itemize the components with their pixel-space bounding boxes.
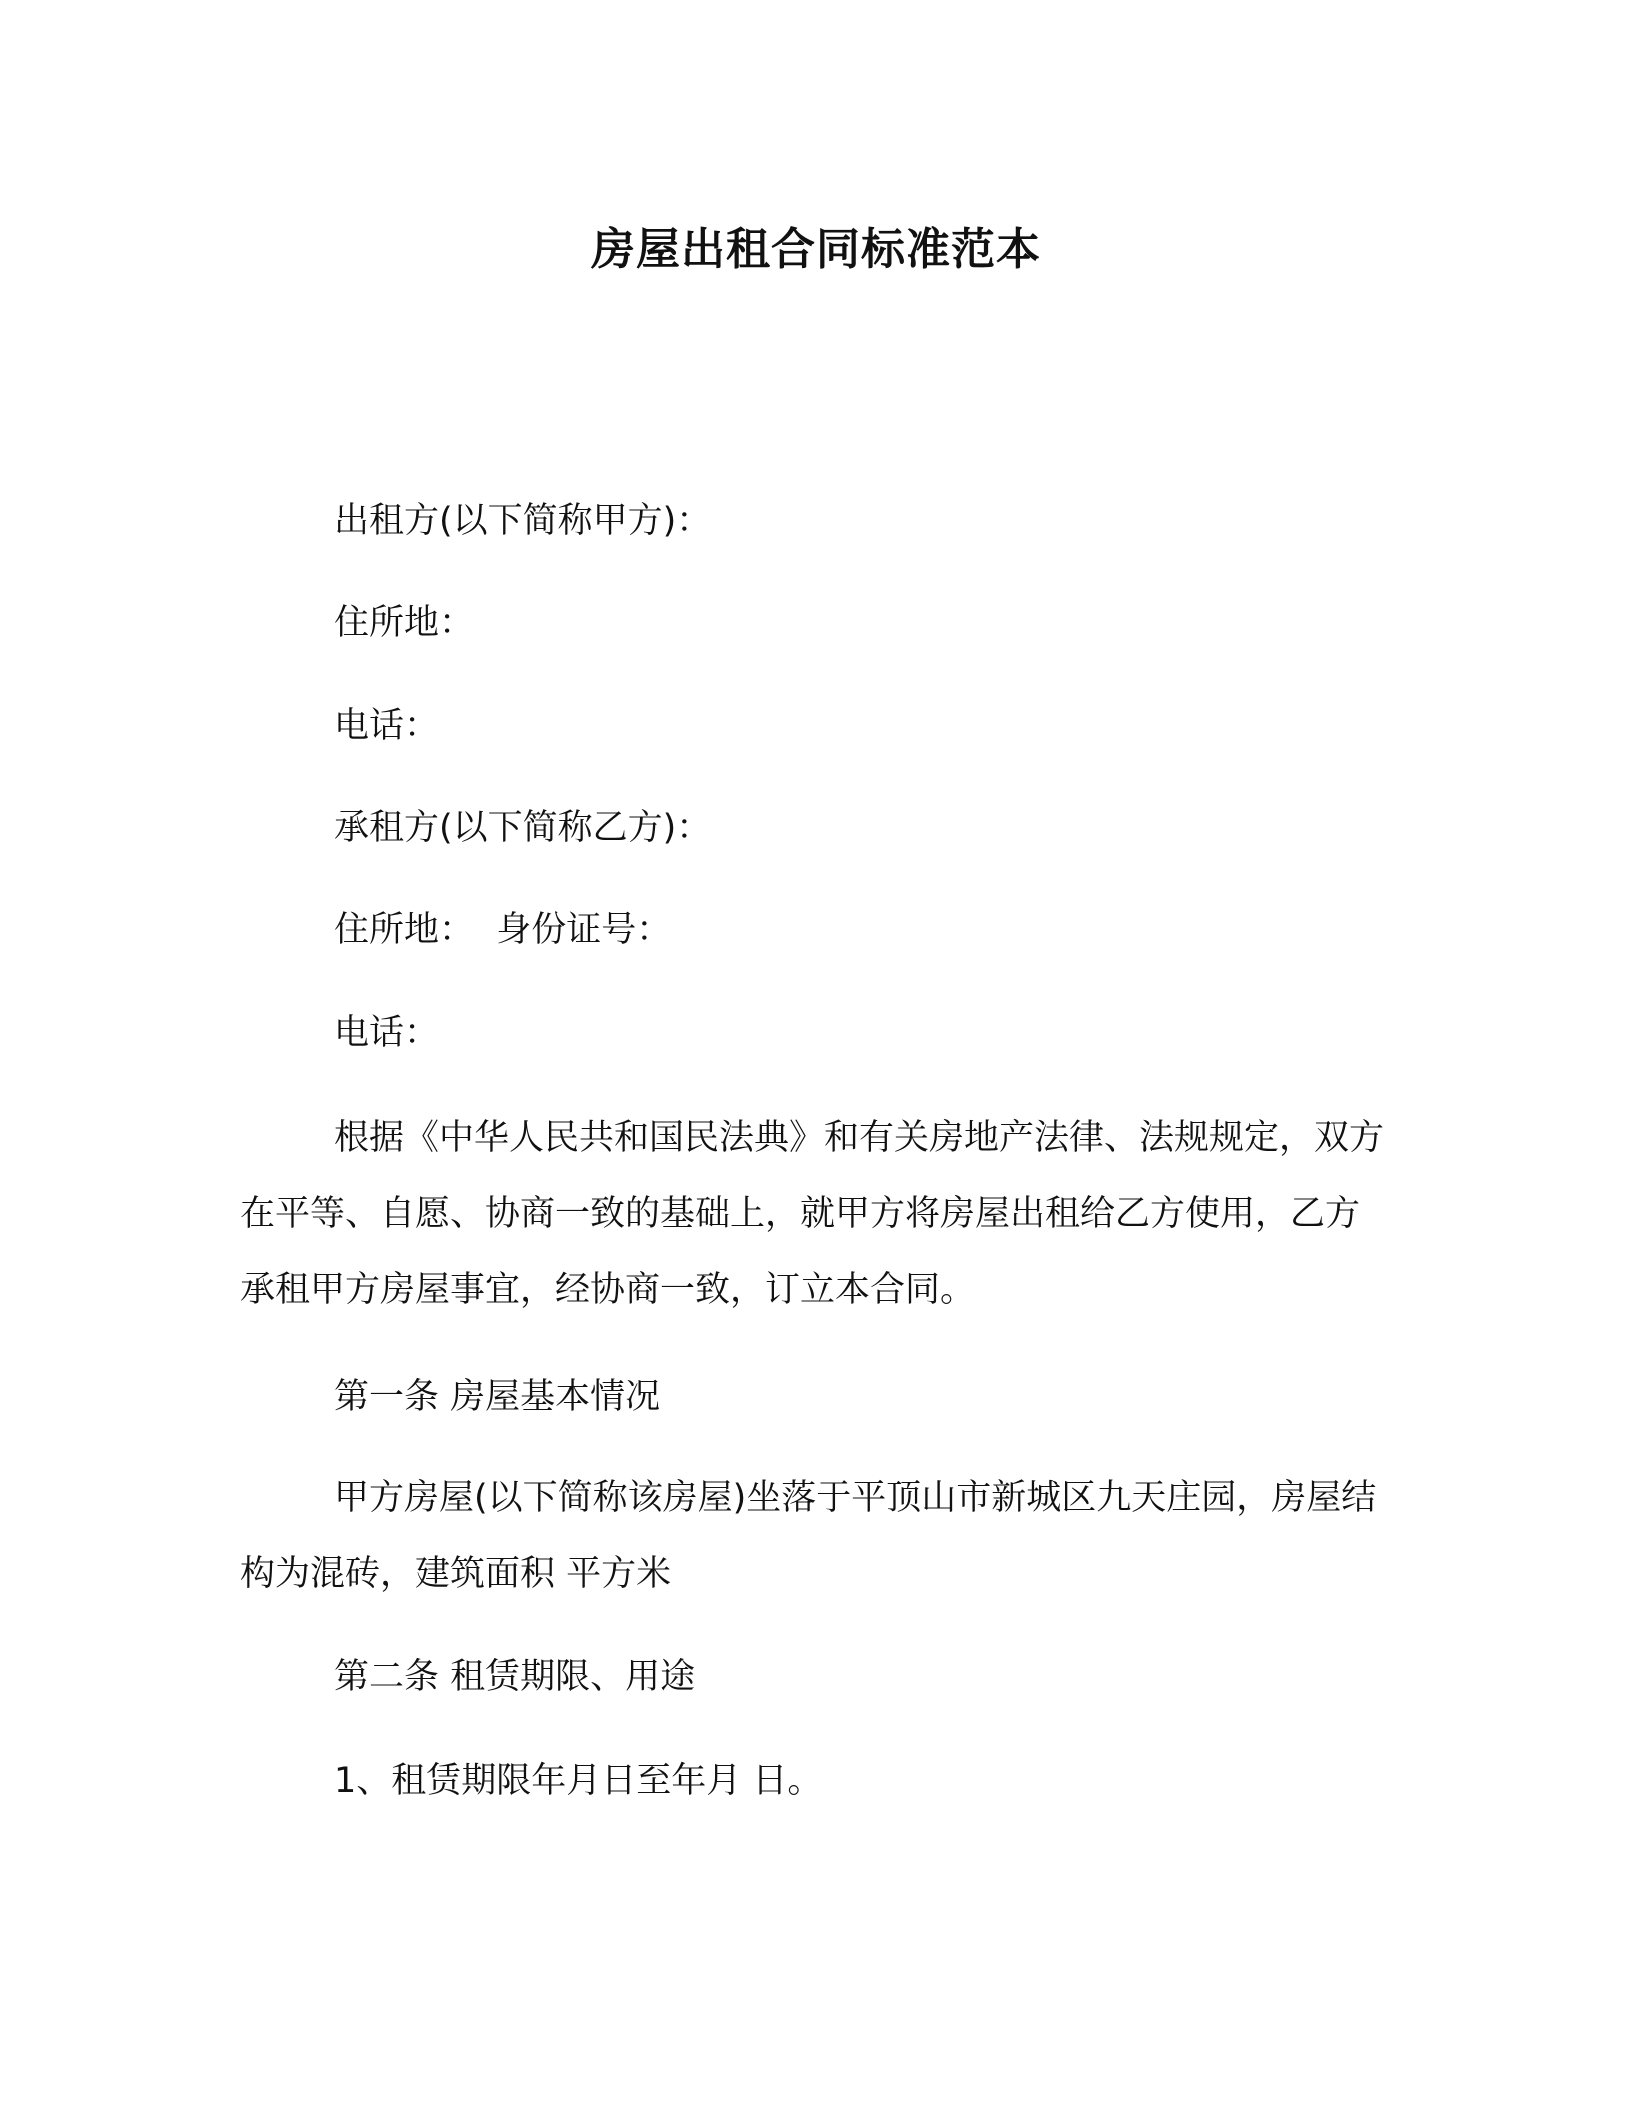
lessor-phone: 电话：: [334, 706, 440, 746]
article1-heading: 第一条 房屋基本情况: [334, 1377, 661, 1417]
lessor-line: 出租方(以下简称甲方)：: [334, 501, 712, 541]
lessee-phone: 电话：: [334, 1013, 440, 1053]
document-title: 房屋出租合同标准范本: [591, 224, 1041, 275]
lessee-line: 承租方(以下简称乙方)：: [334, 808, 712, 848]
article1-body: 甲方房屋(以下简称该房屋)坐落于平顶山市新城区九天庄园，房屋结构为混砖，建筑面积 平方米: [240, 1478, 1377, 1594]
lessor-address: 住所地：: [334, 603, 475, 643]
lessee-address-id: 住所地： 身份证号：: [334, 910, 672, 950]
article2-heading: 第二条 租赁期限、用途: [334, 1657, 696, 1697]
preamble-paragraph: 根据《中华人民共和国民法典》和有关房地产法律、法规规定，双方在平等、自愿、协商一致的基础上，就甲方将房屋出租给乙方使用，乙方承租甲方房屋事宜，经协商一致，订立本合同。: [240, 1118, 1385, 1310]
article2-item1: 1、租赁期限年月日至年月 日。: [334, 1761, 823, 1801]
